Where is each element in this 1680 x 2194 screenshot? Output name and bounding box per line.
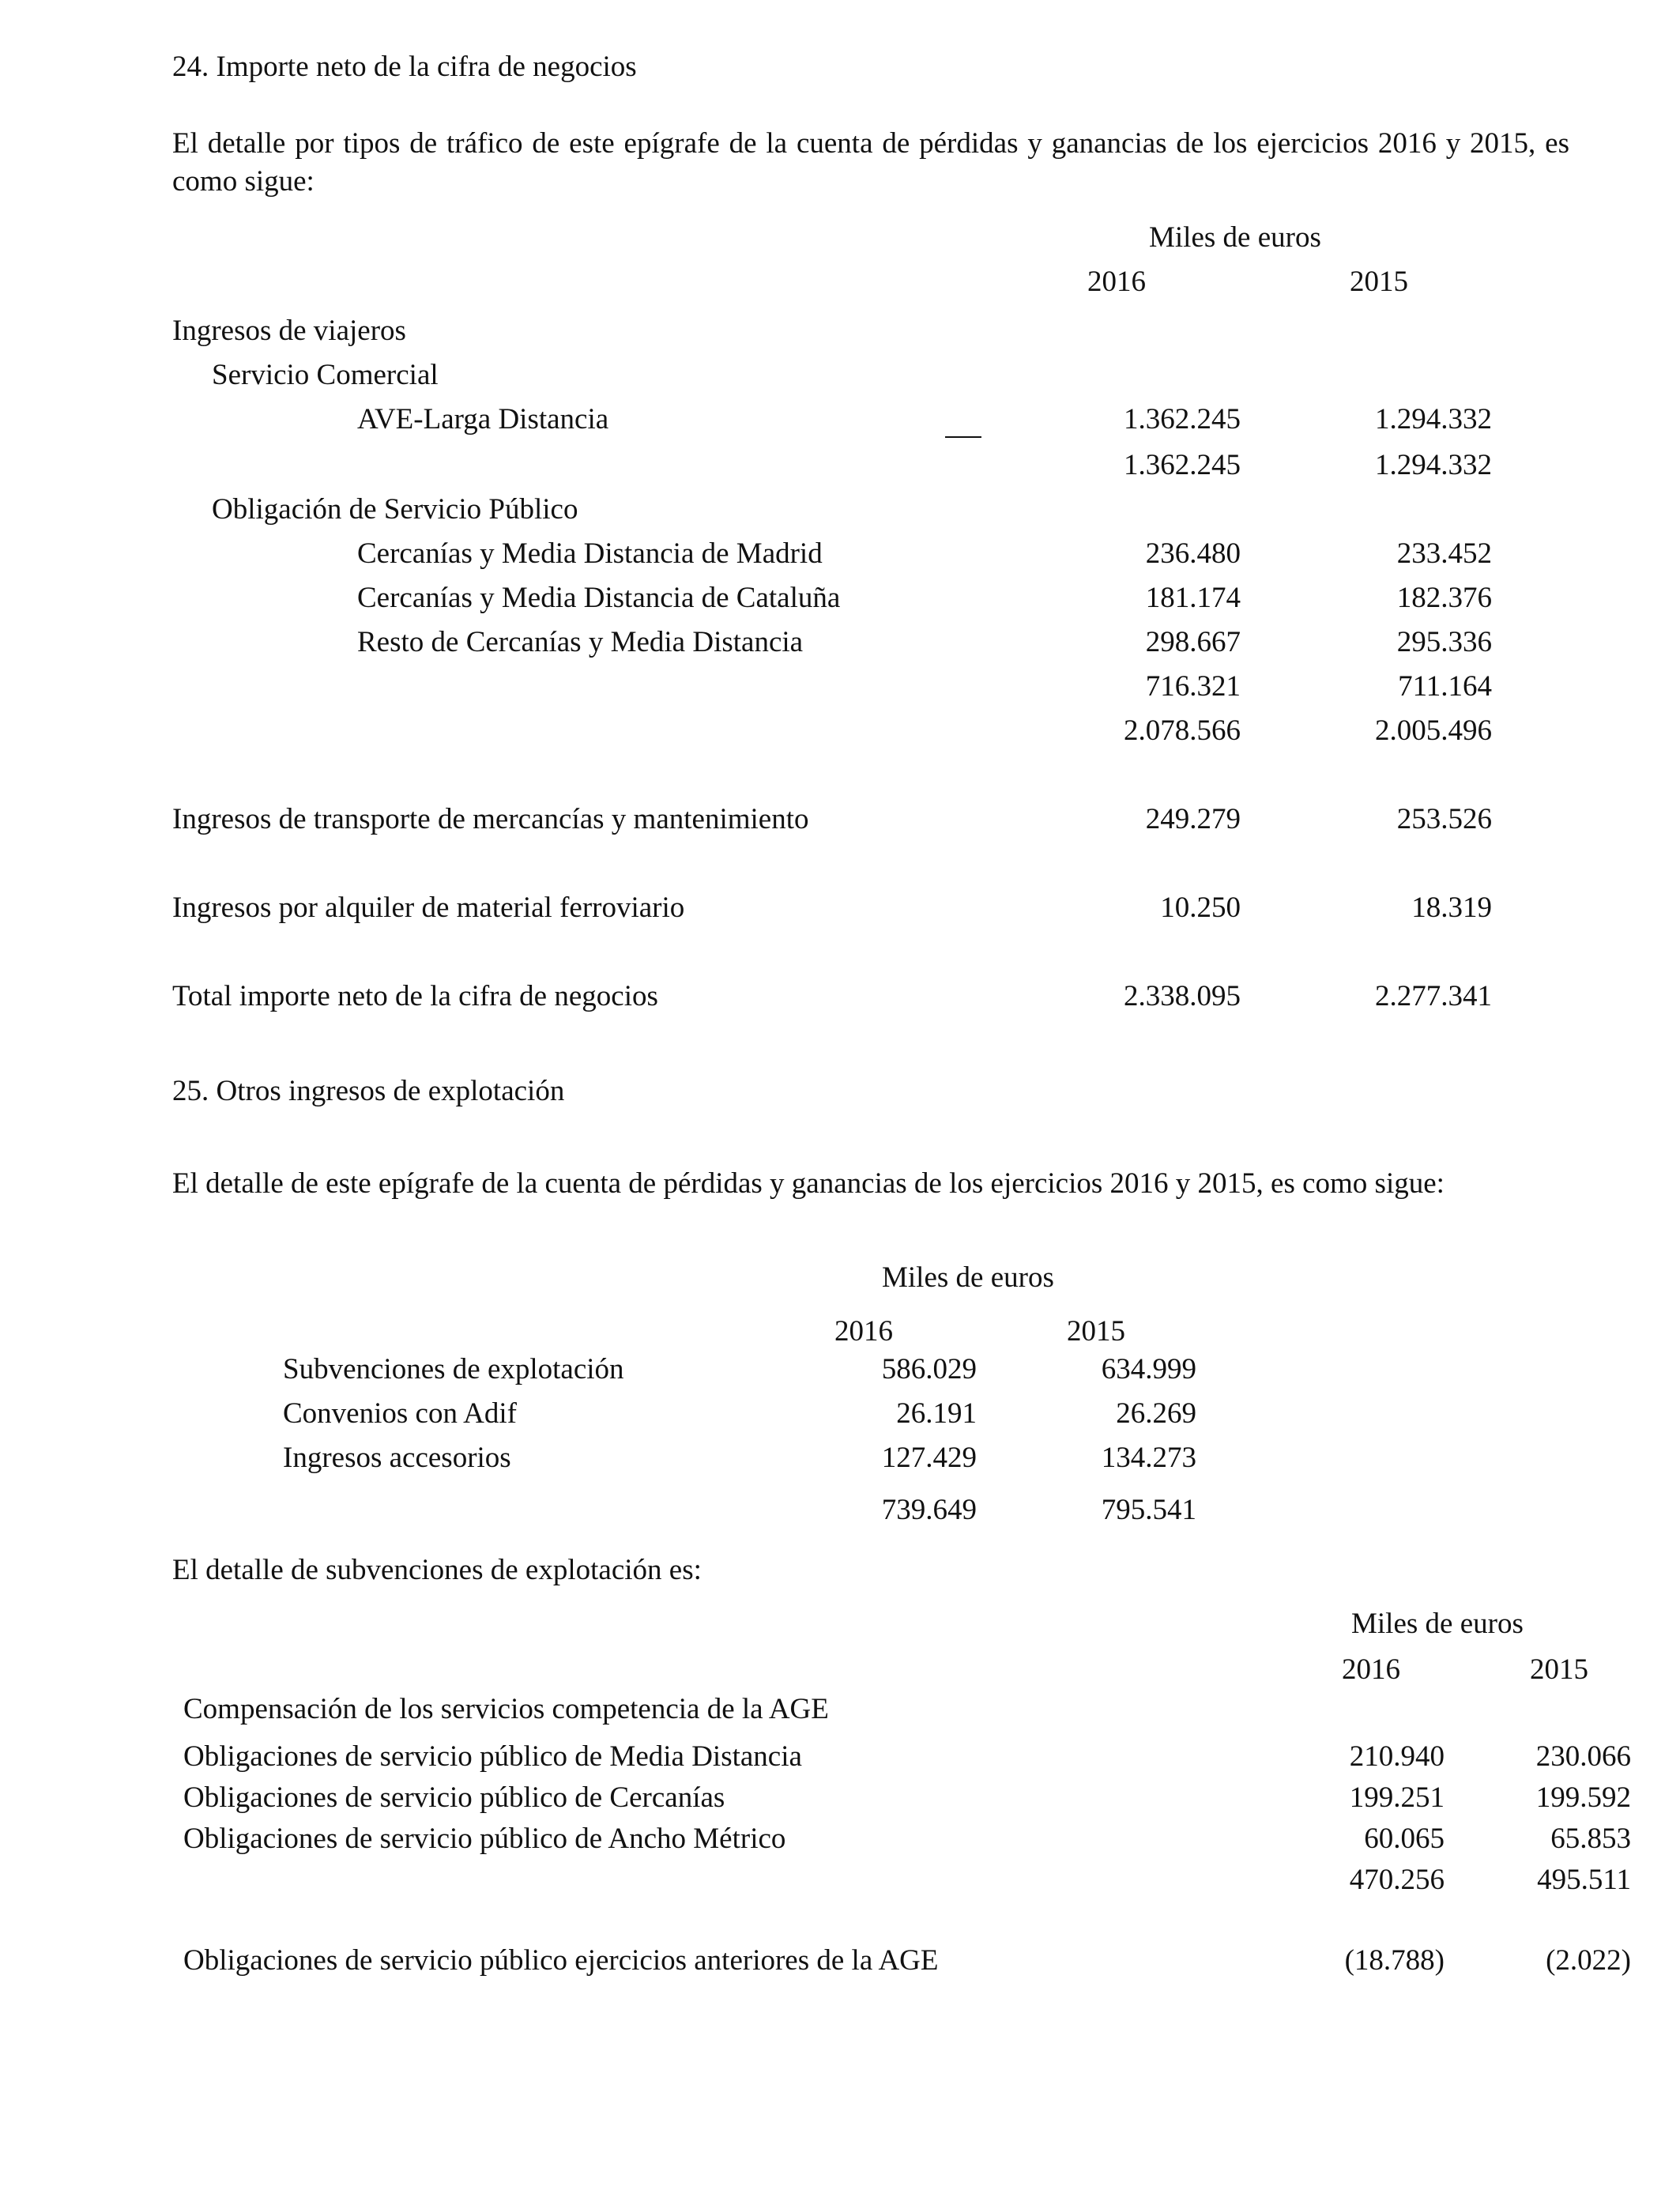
value-2015: 1.294.332 <box>1375 403 1492 435</box>
value-2016: 210.940 <box>1349 1740 1445 1773</box>
row-label: Resto de Cercanías y Media Distancia <box>357 626 804 658</box>
value-2016: 739.649 <box>881 1494 977 1526</box>
row-label: AVE-Larga Distancia <box>357 403 609 435</box>
value-2016: 10.250 <box>1160 892 1241 924</box>
row-label: Obligaciones de servicio público ejercicios anteriores de la AGE <box>183 1944 939 1977</box>
group-label-viajeros: Ingresos de viajeros <box>172 315 406 347</box>
value-2015: 182.376 <box>1396 582 1492 614</box>
value-2016: 60.065 <box>1364 1823 1445 1855</box>
value-2015: 495.511 <box>1537 1864 1631 1896</box>
section-24-heading: 24. Importe neto de la cifra de negocios <box>172 51 637 83</box>
units-header: Miles de euros <box>882 1261 1054 1294</box>
row-label: Ingresos accesorios <box>283 1442 511 1474</box>
year-2015-header: 2015 <box>1350 266 1408 298</box>
section-25-intro: El detalle de este epígrafe de la cuenta de pérdidas y ganancias de los ejercicios 2016 y 2015, es como sigue: <box>172 1167 1445 1200</box>
row-label: Cercanías y Media Distancia de Madrid <box>357 537 823 570</box>
year-2015-header: 2015 <box>1067 1315 1125 1348</box>
row-label: Obligaciones de servicio público de Media Distancia <box>183 1740 802 1773</box>
year-2016-header: 2016 <box>1342 1653 1400 1686</box>
section-25-heading: 25. Otros ingresos de explotación <box>172 1075 565 1107</box>
value-2016: 1.362.245 <box>1124 403 1241 435</box>
value-2016: 716.321 <box>1145 670 1241 703</box>
value-2015: 65.853 <box>1550 1823 1631 1855</box>
value-2015: (2.022) <box>1546 1944 1631 1977</box>
value-2016: 470.256 <box>1349 1864 1445 1896</box>
row-label: Obligaciones de servicio público de Cercanías <box>183 1781 725 1814</box>
value-2015: 1.294.332 <box>1375 449 1492 481</box>
value-2015: 253.526 <box>1396 803 1492 835</box>
row-label: Ingresos de transporte de mercancías y mantenimiento <box>172 803 809 835</box>
value-2016: 2.338.095 <box>1124 980 1241 1012</box>
group-label-compensacion: Compensación de los servicios competencia de la AGE <box>183 1693 829 1725</box>
row-label: Ingresos por alquiler de material ferroviario <box>172 892 685 924</box>
year-2015-header: 2015 <box>1530 1653 1588 1686</box>
value-2016: 199.251 <box>1349 1781 1445 1814</box>
units-header: Miles de euros <box>1351 1608 1524 1640</box>
value-2015: 295.336 <box>1396 626 1492 658</box>
value-2016: 181.174 <box>1145 582 1241 614</box>
value-2016: 127.429 <box>881 1442 977 1474</box>
row-label: Cercanías y Media Distancia de Cataluña <box>357 582 841 614</box>
row-label: Subvenciones de explotación <box>283 1353 624 1385</box>
value-2015: 18.319 <box>1411 892 1492 924</box>
year-2016-header: 2016 <box>834 1315 893 1348</box>
value-2015: 134.273 <box>1101 1442 1196 1474</box>
dash-mark <box>945 436 981 438</box>
value-2016: 1.362.245 <box>1124 449 1241 481</box>
value-2015: 2.005.496 <box>1375 714 1492 747</box>
value-2015: 634.999 <box>1101 1353 1196 1385</box>
value-2016: 298.667 <box>1145 626 1241 658</box>
value-2015: 199.592 <box>1535 1781 1631 1814</box>
subgroup-label-comercial: Servicio Comercial <box>212 359 439 391</box>
value-2015: 26.269 <box>1116 1397 1196 1430</box>
value-2015: 711.164 <box>1398 670 1492 703</box>
value-2016: 586.029 <box>881 1353 977 1385</box>
subvenciones-intro: El detalle de subvenciones de explotación es: <box>172 1554 702 1586</box>
row-label: Obligaciones de servicio público de Ancho Métrico <box>183 1823 786 1855</box>
row-label: Convenios con Adif <box>283 1397 517 1430</box>
section-24-intro: El detalle por tipos de tráfico de este epígrafe de la cuenta de pérdidas y ganancias de los ejercicios 2016 y 2015, es como sigue: <box>172 127 1569 198</box>
value-2016: 26.191 <box>896 1397 977 1430</box>
value-2016: 249.279 <box>1145 803 1241 835</box>
value-2016: (18.788) <box>1344 1944 1445 1977</box>
row-label: Total importe neto de la cifra de negocios <box>172 980 658 1012</box>
subgroup-label-osp: Obligación de Servicio Público <box>212 493 578 526</box>
units-header: Miles de euros <box>1149 221 1321 254</box>
value-2015: 233.452 <box>1396 537 1492 570</box>
value-2016: 236.480 <box>1145 537 1241 570</box>
year-2016-header: 2016 <box>1087 266 1146 298</box>
value-2015: 795.541 <box>1101 1494 1196 1526</box>
value-2015: 230.066 <box>1535 1740 1631 1773</box>
value-2015: 2.277.341 <box>1375 980 1492 1012</box>
value-2016: 2.078.566 <box>1124 714 1241 747</box>
